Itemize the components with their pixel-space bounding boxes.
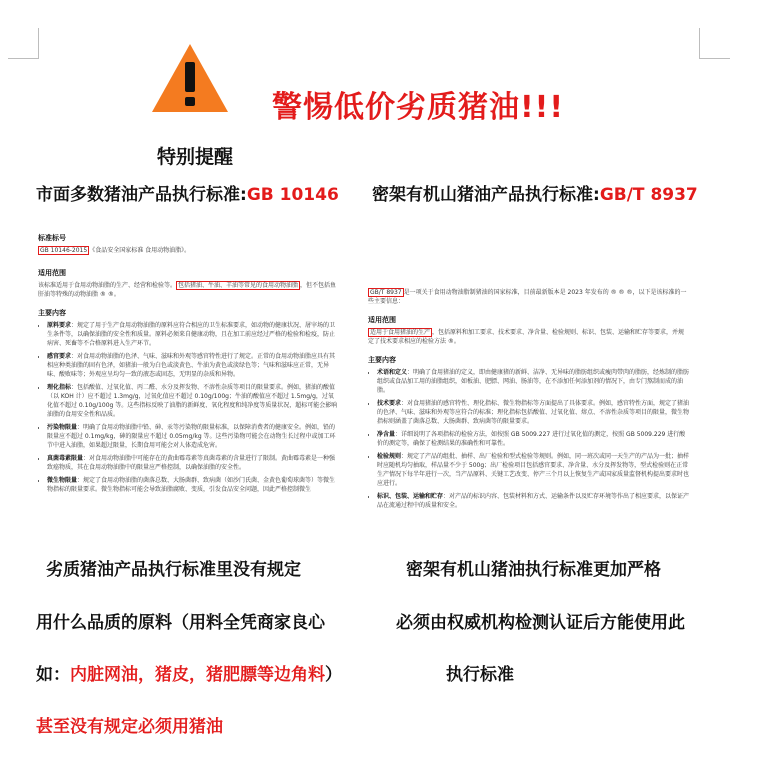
doc-item-list	[38, 321, 338, 494]
doc-heading: 主要内容	[368, 356, 396, 364]
item-text: ：规定了用于生产食用动物油脂的原料应符合相应的卫生标准要求，如动物的健康状况、屠宰场的卫生条件等，以确保油脂的安全性和质量。原料必须来自健康动物，且在加工前应经过严格的检验和检疫，防止病害、死畜等不合格原料进入生产环节。	[47, 322, 336, 347]
intro-box: GB/T 8937	[370, 289, 402, 296]
example-suffix: ）	[325, 665, 342, 685]
item-label: 理化指标	[47, 384, 72, 391]
right-note-line-3: 执行标准	[446, 665, 514, 685]
std-code-box: GB 10146-2015	[40, 247, 88, 254]
left-note-final: 甚至没有规定必须用猪油	[36, 717, 223, 737]
item-text: ：规定了食用动物油脂的菌落总数、大肠菌群、致病菌（如沙门氏菌、金黄色葡萄球菌等）等微生物指标的限量要求。微生物指标可能会导致油脂腐败、变质，引发食品安全问题，因此严格控制微生	[47, 477, 336, 493]
item-text: ：对食用动物油脂中可能存在的黄曲霉毒素等真菌毒素的含量进行了限制。黄曲霉毒素是一种强致癌物质，其在食用动物油脂中的限量应严格控制，以确保油脂的安全性。	[47, 455, 336, 471]
item-text: ：规定了产品的组批、抽样、出厂检验和型式检验等规则。例如，同一班次或同一天生产的产品为一批；抽样时应随机均匀抽取，样品量不少于 500g；出厂检验项目包括感官要求、净含量、水分及挥发物等，型式检验则在正常生产情况下每半年进行一次，当产品原料、关键工艺改变、停产三个月以上恢复生产或国家质量监督机构提出要求时也应进行。	[377, 453, 690, 487]
right-note-line-2: 必须由权威机构检测认证后方能使用此	[396, 613, 685, 633]
intro-text: 是一项关于食用动物油脂制猪油的国家标准，目前最新版本是 2023 年发布的 ® ® ®，以下是该标准的一些主要信息：	[368, 289, 687, 305]
item-label: 标识、包装、运输和贮存	[377, 493, 444, 500]
item-label: 净含量	[377, 431, 396, 438]
left-note-line-1: 劣质猪油产品执行标准里没有规定	[46, 560, 301, 580]
warning-label: 特别提醒	[156, 146, 233, 168]
left-note-example	[36, 660, 342, 685]
warning-sign	[150, 42, 230, 118]
warning-exclamation-icon	[150, 42, 230, 114]
right-standard-code: GB/T 8937	[599, 185, 698, 205]
item-label: 技术要求	[377, 400, 402, 407]
item-label: 微生物限量	[47, 477, 78, 484]
list-item	[47, 352, 338, 379]
list-item	[377, 399, 690, 426]
item-text: ：详细说明了各项指标的检验方法，如按照 GB 5009.227 进行过氧化值的测定，按照 GB 5009.229 进行酸价的测定等，确保了检测结果的准确性和可靠性。	[377, 431, 686, 447]
item-label: 真菌毒素限量	[47, 455, 84, 462]
scope-box: 适用于食用猪油的生产	[370, 329, 431, 336]
item-label: 术语和定义	[377, 369, 408, 376]
example-red: 内脏网油，猪皮，猪肥膘等边角料	[70, 665, 325, 685]
list-item	[377, 492, 690, 510]
right-standard-document	[368, 288, 690, 528]
scope-post: ，但不包括鱼肝油等特殊的动物油脂 ® ®。	[38, 282, 337, 298]
item-text: ：明确了食用猪油的定义，即由健康猪的新鲜、洁净、无异味的脂肪组织或瘦肉带肉的脂肪，经炼制的脂肪组织或食品加工用的油脂组织，如板油、肥膘、网油、肠油等，在不添加任何添加剂的情况下，由专门熬制而成的油脂。	[377, 369, 690, 394]
item-text: ：对食用猪油的感官特性、理化指标、微生物指标等方面提出了具体要求。例如，感官特性方面，规定了猪油的色泽、气味、滋味和外观等应符合的标准；理化指标包括酸值、过氧化值、熔点、不溶性杂质等项目的限量，微生物指标则涵盖了菌落总数、大肠菌群、致病菌等的限量要求。	[377, 400, 690, 425]
scope-paragraph	[38, 281, 338, 299]
doc-item-list	[368, 368, 690, 510]
example-prefix: 如：	[36, 665, 70, 685]
left-standard-code: GB 10146	[246, 185, 339, 205]
list-item	[377, 368, 690, 395]
scope-pre: 该标准适用于食用动物油脂的生产、经营和检验等。	[38, 282, 177, 289]
std-code-line	[38, 246, 338, 255]
list-item	[47, 476, 338, 494]
item-label: 污染物限量	[47, 424, 78, 431]
list-item	[47, 454, 338, 472]
right-standard-title	[372, 180, 698, 205]
right-standard-title-prefix: 密架有机山猪油产品执行标准:	[372, 185, 600, 205]
item-text: ：包括酸值、过氧化值、丙二醛、水分及挥发物、不溶性杂质等项目的限量要求。例如，猪油的酸值（以 KOH 计）应不超过 1.3mg/g，过氧化值应不超过 0.10g/100g；牛油的酸值应不超过 1.5mg/g，过氧化值不超过 0.10g/100g 等。这些指标反映了油脂的新鲜度、氧化程度和纯净度等质量状况，超标可能会影响油脂的食用安全性和品质。	[47, 384, 338, 418]
list-item	[47, 423, 338, 450]
left-standard-title-prefix: 市面多数猪油产品执行标准:	[36, 185, 247, 205]
crop-mark-top-right	[699, 28, 730, 59]
left-note-line-2: 用什么品质的原料（用料全凭商家良心	[36, 613, 325, 633]
intro-paragraph	[368, 288, 690, 306]
list-item	[377, 430, 690, 448]
list-item	[377, 452, 690, 488]
list-item	[47, 321, 338, 348]
item-label: 感官要求	[47, 353, 72, 360]
scope-text: ，包括原料和加工要求、技术要求、净含量、检验规则、标识、包装、运输和贮存等要求，并规定了技术要求相应的检验方法 ®。	[368, 329, 685, 345]
list-item	[47, 383, 338, 419]
doc-heading: 标准标号	[38, 234, 66, 242]
right-note-line-1: 密架有机山猪油执行标准更加严格	[406, 560, 661, 580]
std-name: 《食品安全国家标准 食用动物油脂》。	[89, 247, 191, 254]
crop-mark-top-left	[8, 28, 39, 59]
item-text: ：明确了食用动物油脂中铅、砷、汞等污染物的限量标准，以保障消费者的健康安全。例如，铅的限量应不超过 0.1mg/kg，砷的限量应不超过 0.05mg/kg 等。这些污染物可能会在动物生长过程中或加工环节中进入油脂，如果超过限量，长期食用可能会对人体造成危害。	[47, 424, 336, 449]
item-text: ：对产品的标识内容、包装材料和方式、运输条件以及贮存环境等作出了相应要求，以保证产品在流通过程中的质量和安全。	[377, 493, 690, 509]
item-text: ：对食用动物油脂的色泽、气味、滋味和外观等感官特性进行了规定。正常的食用动物油脂应具有其相应种类油脂的固有色泽，如猪油一般为白色或淡黄色、牛油为黄色或淡绿色等；气味和滋味应正常，无异味、酸败味等；外观应呈均匀一致的液态或固态，无明显的杂质和异物。	[47, 353, 336, 378]
scope-paragraph	[368, 328, 690, 346]
left-standard-title	[36, 180, 339, 205]
doc-heading: 适用范围	[368, 316, 396, 324]
doc-heading: 主要内容	[38, 309, 66, 317]
item-label: 检验规则	[377, 453, 402, 460]
item-label: 原料要求	[47, 322, 72, 329]
left-standard-document	[38, 230, 338, 530]
doc-heading: 适用范围	[38, 269, 66, 277]
headline: 警惕低价劣质猪油!!!	[272, 90, 565, 125]
scope-box: 包括猪油、牛油、羊油等常见的食用动物油脂	[178, 282, 299, 289]
